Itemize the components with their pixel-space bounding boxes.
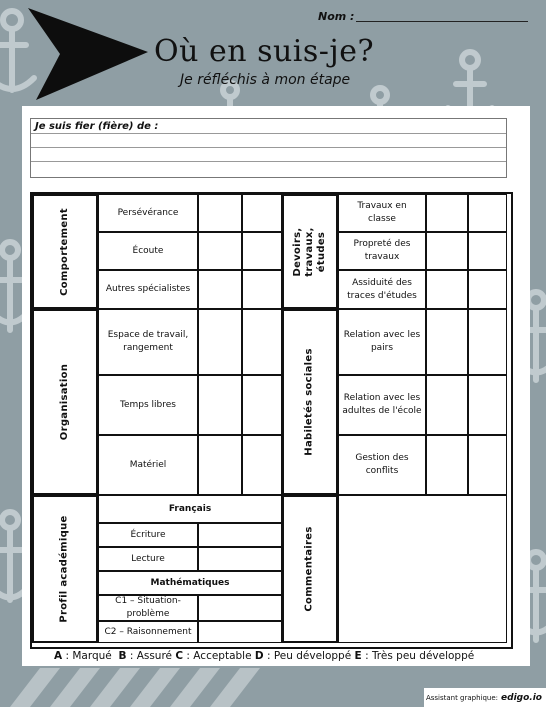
rating-cell[interactable] [198, 547, 282, 571]
item-gestion-conflits: Gestion des conflits [338, 435, 426, 495]
item-assiduite: Assiduité des traces d'études [338, 270, 426, 309]
footer-label: Assistant graphique: [425, 693, 499, 702]
brand-logo[interactable]: edigo.io [501, 692, 542, 703]
footer-credit [424, 688, 546, 707]
item-relation-adultes: Relation avec les adultes de l'école [338, 375, 426, 435]
proud-of-label: Je suis fier (fière) de : [35, 121, 159, 132]
item-c1: C1 – Situation-problème [98, 595, 198, 621]
rating-cell[interactable] [198, 232, 242, 270]
section-label-organisation: Organisation [32, 309, 98, 495]
item-ecoute: Écoute [98, 232, 198, 270]
rating-cell[interactable] [242, 435, 282, 495]
item-proprete: Propreté des travaux [338, 232, 426, 270]
rating-cell[interactable] [426, 375, 468, 435]
page-title: Où en suis-je? [154, 34, 375, 69]
item-c2: C2 – Raisonnement [98, 621, 198, 643]
rating-cell[interactable] [198, 375, 242, 435]
rating-cell[interactable] [468, 232, 507, 270]
rating-cell[interactable] [468, 309, 507, 375]
writing-line [31, 161, 506, 162]
rating-cell[interactable] [242, 232, 282, 270]
section-label-comportement: Comportement [32, 194, 98, 309]
subheading-mathematiques: Mathématiques [98, 571, 282, 595]
writing-line [31, 147, 506, 148]
writing-line [31, 133, 506, 134]
rating-cell[interactable] [426, 309, 468, 375]
item-lecture: Lecture [98, 547, 198, 571]
item-espace-de-travail: Espace de travail, rangement [98, 309, 198, 375]
rating-cell[interactable] [242, 194, 282, 232]
section-label-profil: Profil académique [32, 495, 98, 643]
subheading-francais: Français [98, 495, 282, 523]
item-temps-libres: Temps libres [98, 375, 198, 435]
rating-cell[interactable] [198, 621, 282, 643]
arrow-graphic [28, 8, 148, 100]
item-perseverance: Persévérance [98, 194, 198, 232]
rating-cell[interactable] [426, 435, 468, 495]
rating-cell[interactable] [198, 435, 242, 495]
comments-box[interactable] [338, 495, 507, 643]
rating-cell[interactable] [426, 194, 468, 232]
evaluation-grid [30, 192, 513, 649]
rating-cell[interactable] [198, 194, 242, 232]
section-label-habiletes: Habiletés sociales [282, 309, 338, 495]
item-autres-specialistes: Autres spécialistes [98, 270, 198, 309]
name-label: Nom : [318, 10, 355, 23]
page-subtitle: Je réfléchis à mon étape [180, 72, 351, 88]
rating-cell[interactable] [198, 309, 242, 375]
name-input-line[interactable] [356, 21, 528, 22]
item-ecriture: Écriture [98, 523, 198, 547]
rating-cell[interactable] [198, 595, 282, 621]
rating-legend: A : Marqué B : Assuré C : Acceptable D : Peu développé E : Très peu développé [54, 650, 475, 662]
rating-cell[interactable] [426, 270, 468, 309]
item-materiel: Matériel [98, 435, 198, 495]
rating-cell[interactable] [242, 375, 282, 435]
rating-cell[interactable] [468, 270, 507, 309]
rating-cell[interactable] [468, 194, 507, 232]
rating-cell[interactable] [426, 232, 468, 270]
item-relation-pairs: Relation avec les pairs [338, 309, 426, 375]
proud-of-box[interactable] [30, 118, 507, 178]
rating-cell[interactable] [198, 270, 242, 309]
section-label-commentaires: Commentaires [282, 495, 338, 643]
rating-cell[interactable] [242, 270, 282, 309]
section-label-devoirs: Devoirs, travaux, études [282, 194, 338, 309]
rating-cell[interactable] [242, 309, 282, 375]
item-travaux-en-classe: Travaux en classe [338, 194, 426, 232]
rating-cell[interactable] [198, 523, 282, 547]
rating-cell[interactable] [468, 435, 507, 495]
rating-cell[interactable] [468, 375, 507, 435]
